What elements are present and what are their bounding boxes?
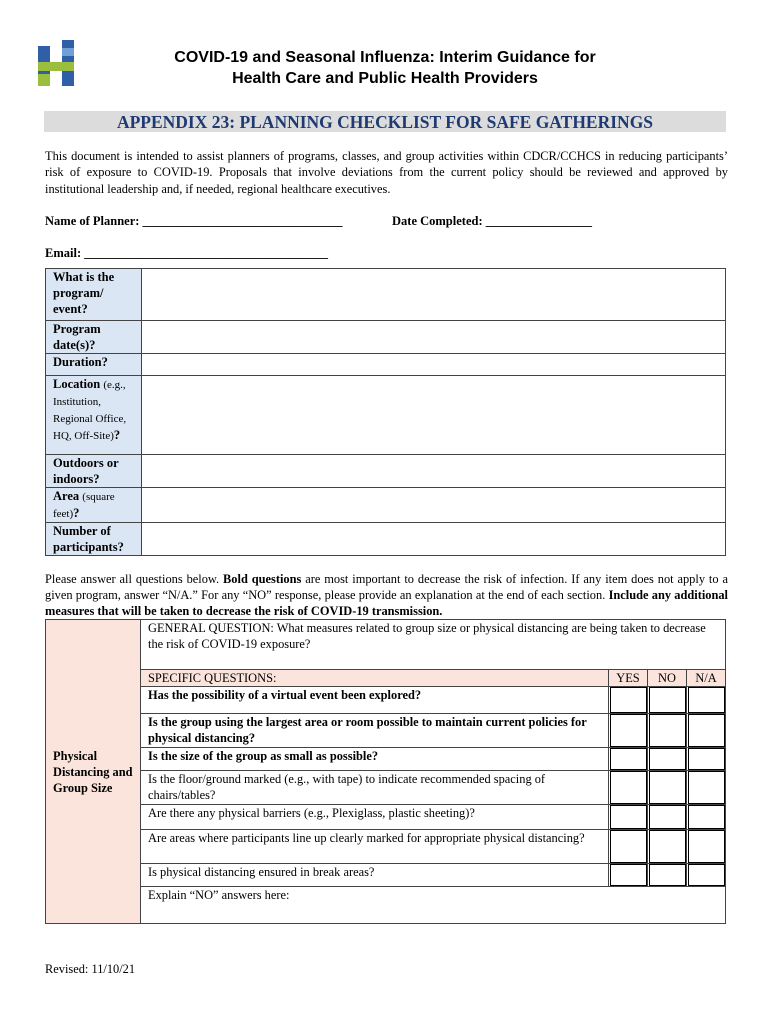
yes-checkbox[interactable]	[608, 714, 647, 748]
date-completed-label: Date Completed:	[392, 214, 483, 228]
planner-name-blank[interactable]: ________________________________	[142, 214, 343, 228]
title-line-1: COVID-19 and Seasonal Influenza: Interim Guidance for	[174, 49, 596, 66]
intro-paragraph: This document is intended to assist planners of programs, classes, and group activities within CDCR/CCHCS in reducing participants’ risk of exposure to COVID-19. Proposals that involve deviations from the current policy should be reviewed and approved by institutional leadership and, if needed, regional healthcare executives.	[45, 149, 728, 196]
table-row	[46, 748, 726, 771]
duration-input[interactable]	[142, 354, 726, 376]
appendix-heading: APPENDIX 23: PLANNING CHECKLIST FOR SAFE GATHERINGS	[44, 111, 726, 132]
table-row	[46, 321, 726, 354]
planner-name-label: Name of Planner:	[45, 214, 140, 228]
table-row	[46, 805, 726, 830]
na-checkbox[interactable]	[686, 687, 725, 714]
table-row	[46, 887, 726, 924]
outdoors-indoors-input[interactable]	[142, 455, 726, 488]
instructions-bold: Include any additional measures that will be taken to decrease the risk of COVID-19 transmission.	[45, 588, 728, 618]
info-label-suffix: ?	[113, 428, 121, 442]
general-question: GENERAL QUESTION: What measures related to group size or physical distancing are being taken to decrease the risk of COVID-19 exposure?	[141, 620, 726, 670]
email-blank[interactable]: _______________________________________	[84, 246, 328, 260]
info-label: Program date(s)?	[46, 321, 142, 354]
col-no-header: NO	[647, 670, 686, 687]
yes-checkbox[interactable]	[608, 771, 647, 805]
na-checkbox[interactable]	[686, 805, 725, 830]
program-event-input[interactable]	[142, 269, 726, 321]
question-text: Is the group using the largest area or room possible to maintain current policies for physical distancing?	[141, 714, 609, 748]
table-row	[46, 620, 726, 670]
yes-checkbox[interactable]	[608, 805, 647, 830]
title-line-2: Health Care and Public Health Providers	[232, 70, 538, 87]
email-label: Email:	[45, 246, 82, 260]
planner-name-field[interactable]	[45, 214, 343, 229]
table-row	[46, 354, 726, 376]
info-label: Duration?	[46, 354, 142, 376]
date-completed-blank[interactable]: _________________	[485, 214, 592, 228]
area-label-cell	[46, 488, 142, 523]
instructions-bold: Bold questions	[223, 572, 302, 586]
question-text: Are areas where participants line up clearly marked for appropriate physical distancing?	[141, 830, 609, 864]
na-checkbox[interactable]	[686, 864, 725, 887]
col-yes-header: YES	[608, 670, 647, 687]
yes-checkbox[interactable]	[608, 830, 647, 864]
explain-no-answers-field[interactable]: Explain “NO” answers here:	[141, 887, 726, 924]
participants-input[interactable]	[142, 523, 726, 556]
question-text: Are there any physical barriers (e.g., Plexiglass, plastic sheeting)?	[141, 805, 609, 830]
table-row	[46, 670, 726, 687]
table-row	[46, 714, 726, 748]
na-checkbox[interactable]	[686, 830, 725, 864]
no-checkbox[interactable]	[647, 714, 686, 748]
physical-distancing-table	[45, 619, 726, 924]
location-label-cell	[46, 376, 142, 455]
na-checkbox[interactable]	[686, 748, 725, 771]
question-text: Has the possibility of a virtual event been explored?	[141, 687, 609, 714]
no-checkbox[interactable]	[647, 771, 686, 805]
table-row	[46, 269, 726, 321]
cchcs-logo-icon	[36, 40, 76, 92]
specific-questions-header: SPECIFIC QUESTIONS:	[141, 670, 609, 687]
instructions-text: Please answer all questions below.	[45, 572, 224, 586]
no-checkbox[interactable]	[647, 864, 686, 887]
na-checkbox[interactable]	[686, 714, 725, 748]
info-label-hint: (e.g., Institution, Regional Office, HQ, Off-Site)	[53, 379, 127, 442]
na-checkbox[interactable]	[686, 771, 725, 805]
email-field[interactable]	[45, 246, 328, 261]
col-na-header: N/A	[686, 670, 725, 687]
location-input[interactable]	[142, 376, 726, 455]
info-label: Outdoors or indoors?	[46, 455, 142, 488]
yes-checkbox[interactable]	[608, 687, 647, 714]
revised-date: Revised: 11/10/21	[45, 962, 136, 976]
table-row	[46, 687, 726, 714]
table-row	[46, 864, 726, 887]
no-checkbox[interactable]	[647, 687, 686, 714]
info-label: What is the program/ event?	[46, 269, 142, 321]
program-dates-input[interactable]	[142, 321, 726, 354]
table-row	[46, 830, 726, 864]
table-row	[46, 771, 726, 805]
info-label-suffix: ?	[73, 506, 80, 520]
area-input[interactable]	[142, 488, 726, 523]
table-row	[46, 376, 726, 455]
yes-checkbox[interactable]	[608, 864, 647, 887]
category-cell: Physical Distancing and Group Size	[46, 620, 141, 924]
instructions-paragraph	[45, 571, 728, 619]
document-title	[100, 47, 670, 89]
no-checkbox[interactable]	[647, 830, 686, 864]
info-label: Location	[53, 377, 101, 391]
question-text: Is physical distancing ensured in break areas?	[141, 864, 609, 887]
table-row	[46, 488, 726, 523]
table-row	[46, 455, 726, 488]
instructions-text: are most important to decrease the risk of infection. If any item does not apply to a given program, answer “N/A.” For any “NO” response, please provide an explanation at the end of each section.	[45, 572, 728, 602]
question-text: Is the floor/ground marked (e.g., with tape) to indicate recommended spacing of chairs/tables?	[141, 771, 609, 805]
yes-checkbox[interactable]	[608, 748, 647, 771]
no-checkbox[interactable]	[647, 805, 686, 830]
info-label: Area	[53, 489, 80, 503]
question-text: Is the size of the group as small as possible?	[141, 748, 609, 771]
no-checkbox[interactable]	[647, 748, 686, 771]
info-label: Number of participants?	[46, 523, 142, 556]
date-completed-field[interactable]	[392, 214, 592, 229]
program-info-table	[45, 268, 726, 556]
info-label-hint: (square feet)	[53, 491, 115, 520]
table-row	[46, 523, 726, 556]
